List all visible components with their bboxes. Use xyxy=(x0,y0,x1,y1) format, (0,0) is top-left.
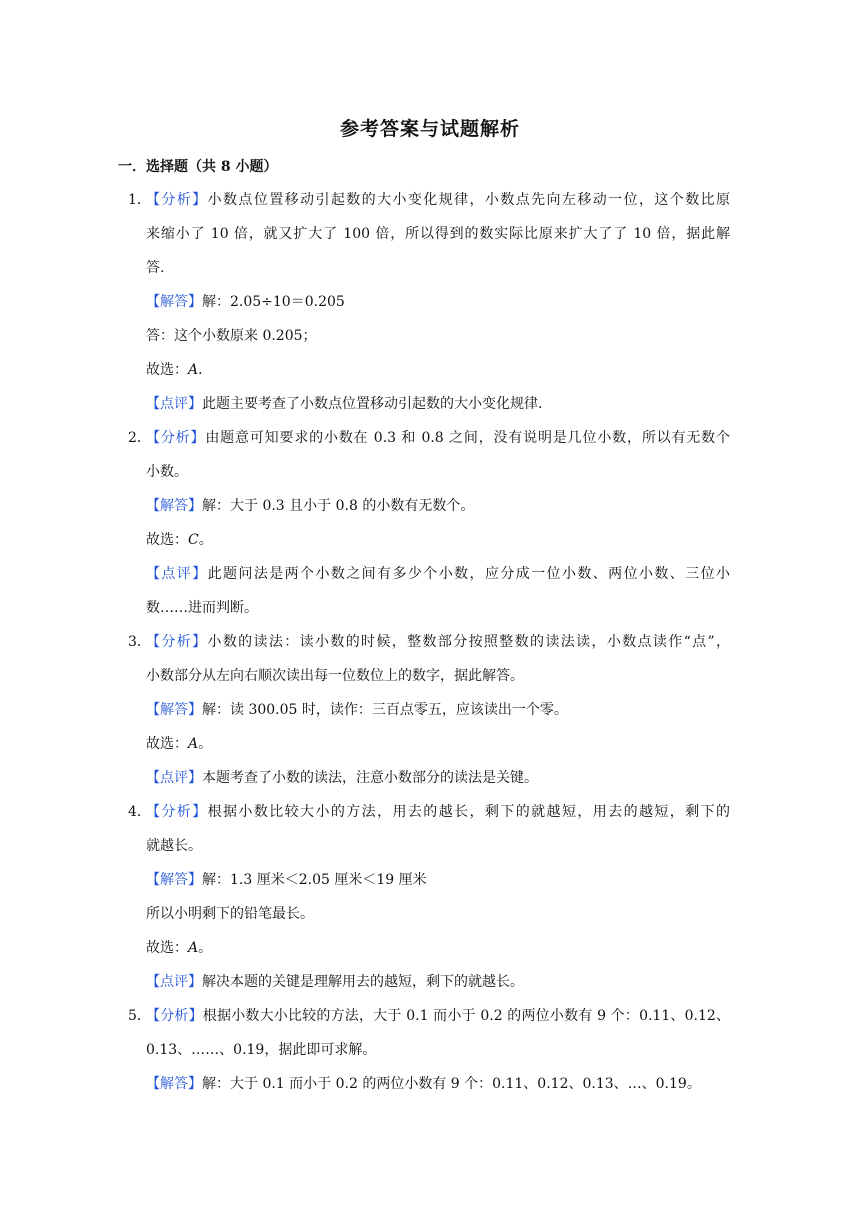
choice-line xyxy=(146,734,212,754)
analysis-text: 小数点位置移动引起数的大小变化规律，小数点先向左移动一位，这个数比原 xyxy=(207,192,731,208)
solution-tag: 【解答】 xyxy=(146,294,202,310)
solution-line: 所以小明剩下的铅笔最长。 xyxy=(146,906,314,922)
solution-tag: 【解答】 xyxy=(146,872,202,888)
choice-letter: A xyxy=(188,362,199,378)
choice-line xyxy=(146,938,212,958)
analysis-line: 0.13、……、0.19，据此即可求解。 xyxy=(146,1042,377,1058)
analysis-tag: 【分析】 xyxy=(146,192,208,208)
analysis-tag: 【分析】 xyxy=(146,430,206,446)
section-heading: 一．选择题（共 8 小题） xyxy=(118,159,278,175)
analysis-line: 就越长。 xyxy=(146,838,202,854)
comment-text: 解决本题的关键是理解用去的越短，剩下的就越长。 xyxy=(202,974,524,990)
analysis-line xyxy=(146,632,730,652)
analysis-text: 由题意可知要求的小数在 0.3 和 0.8 之间，没有说明是几位小数，所以有无数个 xyxy=(205,430,730,446)
analysis-text: 小数的读法：读小数的时候，整数部分按照整数的读法读，小数点读作“点”， xyxy=(207,634,731,650)
comment-tag: 【点评】 xyxy=(146,396,202,412)
question-number: 4． xyxy=(128,804,151,820)
analysis-line xyxy=(146,1006,730,1026)
comment-text: 此题主要考查了小数点位置移动引起数的大小变化规律. xyxy=(202,396,543,412)
comment-line xyxy=(146,972,524,992)
choice-line xyxy=(146,360,212,380)
solution-tag: 【解答】 xyxy=(146,702,202,718)
solution-text: 解：大于 0.1 而小于 0.2 的两位小数有 9 个：0.11、0.12、0.13、…、0.19。 xyxy=(202,1076,701,1092)
choice-suffix: 。 xyxy=(198,940,213,956)
choice-letter: A xyxy=(188,736,199,752)
solution-tag: 【解答】 xyxy=(146,1076,202,1092)
solution-text: 解：大于 0.3 且小于 0.8 的小数有无数个。 xyxy=(202,498,475,514)
analysis-tag: 【分析】 xyxy=(146,1008,203,1024)
solution-text: 解：2.05÷10＝0.205 xyxy=(202,294,345,310)
analysis-line xyxy=(146,428,730,448)
comment-line xyxy=(146,768,538,788)
solution-line xyxy=(146,1074,701,1094)
solution-line xyxy=(146,292,345,312)
analysis-line xyxy=(146,190,730,210)
page-title: 参考答案与试题解析 xyxy=(339,118,520,140)
choice-prefix: 故选： xyxy=(146,940,188,956)
solution-line xyxy=(146,496,474,516)
analysis-tag: 【分析】 xyxy=(146,634,208,650)
analysis-tag: 【分析】 xyxy=(146,804,208,820)
analysis-line: 小数。 xyxy=(146,464,188,480)
choice-letter: A xyxy=(188,940,199,956)
question-number: 1． xyxy=(128,192,151,208)
solution-line xyxy=(146,870,427,890)
solution-tag: 【解答】 xyxy=(146,498,202,514)
solution-text: 解：1.3 厘米＜2.05 厘米＜19 厘米 xyxy=(202,872,427,888)
comment-line: 数……进而判断。 xyxy=(146,600,258,616)
analysis-line: 来缩小了 10 倍，就又扩大了 100 倍，所以得到的数实际比原来扩大了了 10 倍，据此解 xyxy=(146,226,730,242)
choice-prefix: 故选： xyxy=(146,736,188,752)
question-number: 3． xyxy=(128,634,151,650)
answer-line: 答：这个小数原来 0.205； xyxy=(146,328,317,344)
analysis-text: 根据小数大小比较的方法，大于 0.1 而小于 0.2 的两位小数有 9 个：0.11、0.12、 xyxy=(202,1008,731,1024)
choice-letter: C xyxy=(188,532,199,548)
choice-suffix: 。 xyxy=(198,532,213,548)
analysis-line xyxy=(146,802,730,822)
comment-line xyxy=(146,394,542,414)
choice-line xyxy=(146,530,213,550)
choice-prefix: 故选： xyxy=(146,362,188,378)
comment-tag: 【点评】 xyxy=(146,566,208,582)
solution-text: 解：读 300.05 时，读作：三百点零五，应该读出一个零。 xyxy=(202,702,568,718)
comment-tag: 【点评】 xyxy=(146,974,202,990)
comment-line xyxy=(146,564,730,584)
analysis-line: 答. xyxy=(146,260,165,276)
comment-text: 此题问法是两个小数之间有多少个小数，应分成一位小数、两位小数、三位小 xyxy=(207,566,731,582)
solution-line xyxy=(146,700,568,720)
comment-tag: 【点评】 xyxy=(146,770,202,786)
choice-prefix: 故选： xyxy=(146,532,188,548)
choice-suffix: ． xyxy=(198,362,213,378)
comment-text: 本题考查了小数的读法，注意小数部分的读法是关键。 xyxy=(202,770,538,786)
question-number: 5． xyxy=(128,1008,151,1024)
analysis-text: 根据小数比较大小的方法，用去的越长，剩下的就越短，用去的越短，剩下的 xyxy=(207,804,731,820)
analysis-line: 小数部分从左向右顺次读出每一位数位上的数字，据此解答。 xyxy=(146,668,524,684)
question-number: 2． xyxy=(128,430,151,446)
choice-suffix: 。 xyxy=(198,736,213,752)
